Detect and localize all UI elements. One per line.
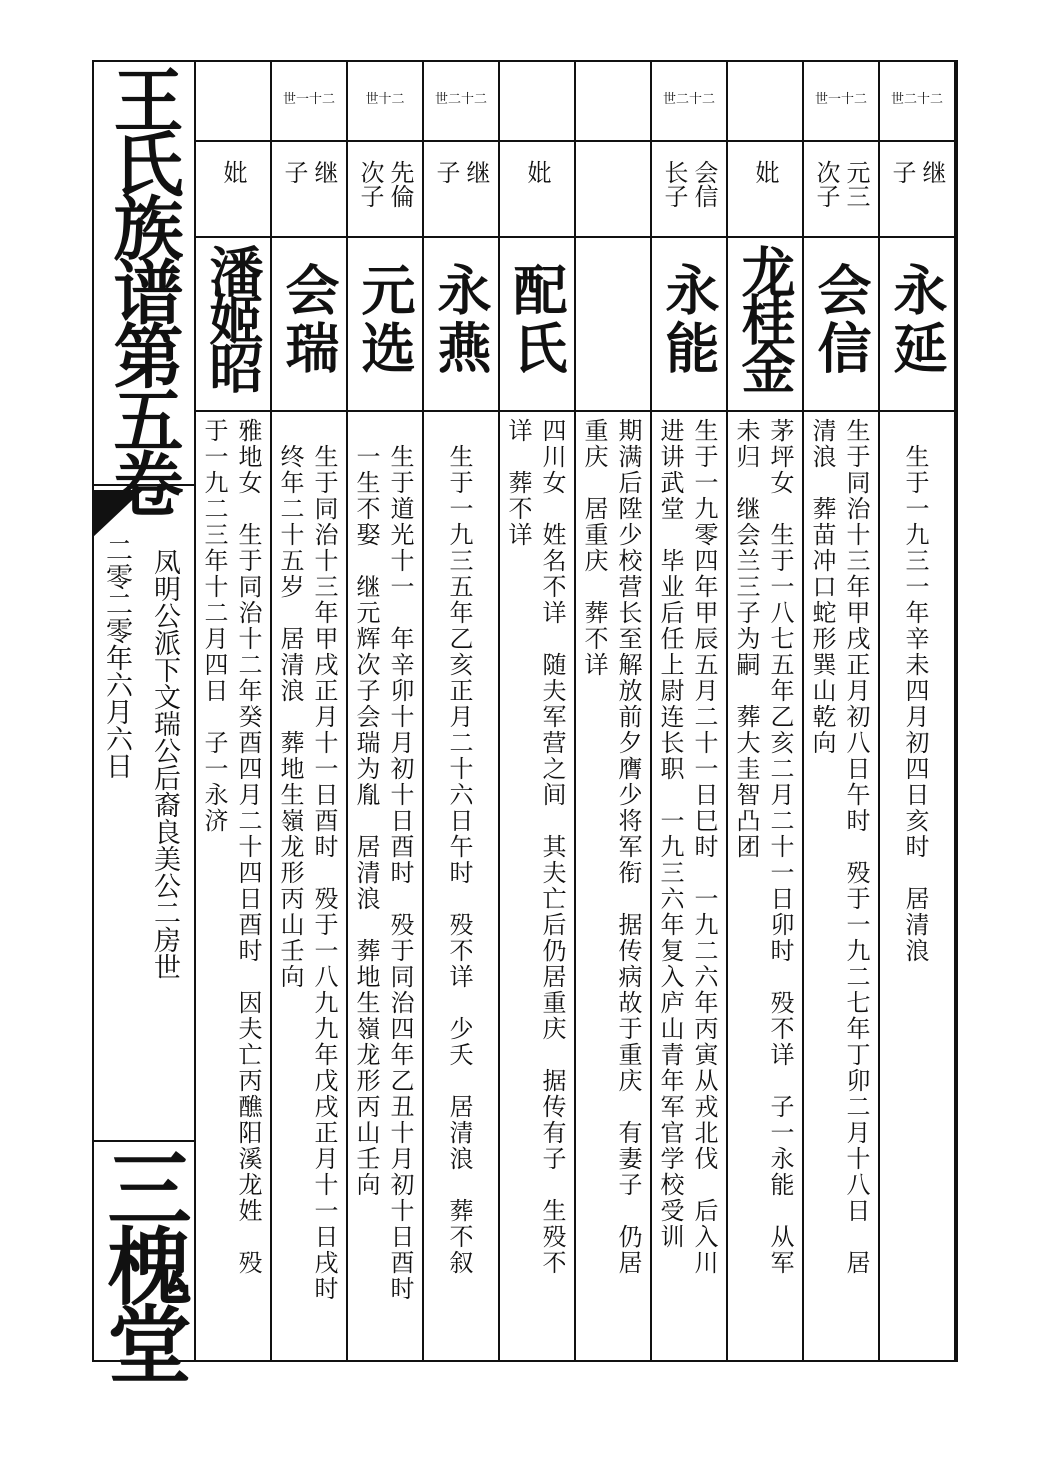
relation-text: 元三 <box>842 160 870 208</box>
person-name: 会瑞 <box>277 262 341 378</box>
person-column <box>728 60 804 1362</box>
biography-line: 雅地女 生于同治十二年癸酉四月二十四日酉时 因夫亡丙醮阳溪龙姓 殁 <box>234 418 262 1276</box>
biography-cell <box>424 412 498 1358</box>
genealogy-columns <box>196 60 958 1362</box>
relation-text: 继 <box>918 160 946 184</box>
biography-line: 重庆 居重庆 葬不详 <box>580 418 608 678</box>
generation-label: 世一十二 <box>282 92 335 107</box>
person-name-cell <box>348 236 422 408</box>
person-column <box>576 60 652 1362</box>
person-column <box>424 60 500 1362</box>
person-name: 永燕 <box>429 262 493 378</box>
biography-cell <box>652 412 726 1358</box>
person-column <box>272 60 348 1362</box>
relation-text: 妣 <box>523 160 551 184</box>
biography-line: 生于道光十一 年辛卯十月初十日酉时 殁于同治四年乙丑十月初十日酉时 <box>386 418 414 1302</box>
spine-divider <box>92 484 194 486</box>
relation-text: 长子 <box>660 160 688 208</box>
person-name-cell <box>196 236 270 408</box>
person-name-cell <box>272 236 346 408</box>
biography-line: 生于一九三一年辛未四月初四日亥时 居清浪 <box>901 418 929 964</box>
generation-label: 世二十二 <box>662 92 715 107</box>
person-name-cell <box>500 236 574 408</box>
relation-cell <box>500 140 574 236</box>
biography-cell <box>728 412 802 1358</box>
biography-cell <box>804 412 878 1358</box>
relation-text: 继 <box>462 160 490 184</box>
relation-text: 次子 <box>356 160 384 208</box>
relation-cell <box>576 140 650 236</box>
relation-cell <box>728 140 802 236</box>
relation-text: 妣 <box>751 160 779 184</box>
person-name-cell <box>424 236 498 408</box>
biography-line: 四川女 姓名不详 随夫军营之间 其夫亡后仍居重庆 据传有子 生殁不 <box>538 418 566 1276</box>
biography-cell <box>880 412 954 1358</box>
biography-line: 清浪 葬苗冲口蛇形巽山乾向 <box>808 418 836 756</box>
person-name: 配氏 <box>505 262 569 378</box>
person-column <box>348 60 424 1362</box>
biography-line: 生于一九零四年甲辰五月二十一日巳时 一九二六年丙寅从戎北伐 后入川 <box>690 418 718 1276</box>
person-name: 永能 <box>657 262 721 378</box>
biography-line: 未归 继会兰三子为嗣 葬大圭智凸团 <box>732 418 760 860</box>
relation-text: 子 <box>432 160 460 184</box>
biography-cell <box>576 412 650 1358</box>
relation-cell <box>272 140 346 236</box>
fishtail-mark <box>92 490 194 538</box>
biography-cell <box>196 412 270 1358</box>
volume-title: 王氏族谱第五卷 <box>102 64 185 512</box>
generation-label <box>576 60 650 140</box>
biography-cell <box>348 412 422 1358</box>
relation-text: 次子 <box>812 160 840 208</box>
biography-line: 期满后陞少校营长至解放前夕膺少将军衔 据传病故于重庆 有妻子 仍居 <box>614 418 642 1276</box>
person-column <box>880 60 956 1362</box>
biography-line: 详 葬不详 <box>504 418 532 548</box>
relation-cell <box>652 140 726 236</box>
person-column <box>500 60 576 1362</box>
relation-text: 妣 <box>219 160 247 184</box>
spine <box>92 60 196 1379</box>
person-name: 元选 <box>353 262 417 378</box>
biography-line: 一生不娶 继元辉次子会瑞为胤 居清浪 葬地生嶺龙形丙山壬向 <box>352 418 380 1198</box>
person-name-cell <box>880 236 954 408</box>
relation-text: 子 <box>280 160 308 184</box>
generation-label: 世十二 <box>365 92 405 107</box>
person-name: 永延 <box>885 262 949 378</box>
person-name-cell <box>652 236 726 408</box>
person-name-cell <box>804 236 878 408</box>
person-column <box>196 60 272 1362</box>
person-name: 龙桂金 <box>733 244 797 388</box>
biography-line: 生于一九三五年乙亥正月二十六日午时 殁不详 少夭 居清浪 葬不叙 <box>445 418 473 1276</box>
generation-label <box>196 60 270 140</box>
compile-date: 二零二零年六月六日 <box>101 536 132 779</box>
biography-line: 于一九二三年十二月四日 子一永济 <box>200 418 228 834</box>
relation-cell <box>880 140 954 236</box>
relation-cell <box>424 140 498 236</box>
spine-divider <box>92 1140 194 1142</box>
person-name: 会信 <box>809 262 873 378</box>
hall-name: 三槐堂 <box>94 1145 193 1379</box>
lineage-subtitle: 凤明公派下文瑞公后裔良美公二房世 <box>149 548 180 980</box>
generation-label: 世二十二 <box>434 92 487 107</box>
biography-line: 进讲武堂 毕业后任上尉连长职 一九三六年复入庐山青年军官学校受训 <box>656 418 684 1250</box>
relation-text: 先倫 <box>386 160 414 208</box>
person-name-cell <box>576 236 650 408</box>
relation-cell <box>196 140 270 236</box>
relation-text: 子 <box>888 160 916 184</box>
relation-text: 继 <box>310 160 338 184</box>
person-name-cell <box>728 236 802 408</box>
generation-label: 世二十二 <box>890 92 943 107</box>
person-name: 潘姬昭 <box>201 244 265 388</box>
biography-line: 茅坪女 生于一八七五年乙亥二月二十一日卯时 殁不详 子一永能 从军 <box>766 418 794 1276</box>
biography-line: 终年二十五岁 居清浪 葬地生嶺龙形丙山壬向 <box>276 418 304 990</box>
relation-cell <box>348 140 422 236</box>
relation-text: 会信 <box>690 160 718 208</box>
relation-cell <box>804 140 878 236</box>
generation-label <box>500 60 574 140</box>
biography-cell <box>272 412 346 1358</box>
person-column <box>652 60 728 1362</box>
generation-label: 世一十二 <box>814 92 867 107</box>
biography-cell <box>500 412 574 1358</box>
generation-label <box>728 60 802 140</box>
person-column <box>804 60 880 1362</box>
biography-line: 生于同治十三年甲戌正月十一日酉时 殁于一八九九年戊戌正月十一日戌时 <box>310 418 338 1302</box>
biography-line: 生于同治十三年甲戌正月初八日午时 殁于一九二七年丁卯二月十八日 居 <box>842 418 870 1276</box>
